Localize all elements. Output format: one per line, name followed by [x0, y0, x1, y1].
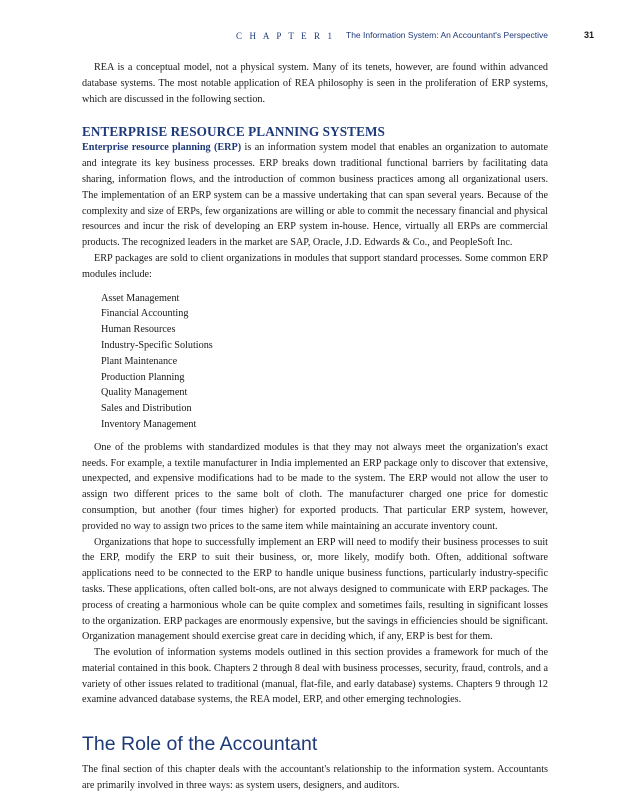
list-item: Financial Accounting	[101, 308, 189, 320]
list-item: Plant Maintenance	[101, 355, 178, 367]
erp-module-list	[101, 291, 548, 433]
list-item: Inventory Management	[101, 418, 197, 430]
list-item: Asset Management	[101, 292, 180, 304]
erp-paragraph-5: The evolution of information systems models outlined in this section provides a framework for much of the material contained in this book. Chapters 2 through 8 deal with business processes, security, fraud, controls, and a variety of other issues related to traditional (manual, flat-file, and early database) systems. Chapters 9 through 12 examine advanced database systems, the REA model, ERP, and other emerging technologies.	[82, 647, 548, 706]
list-item: Human Resources	[101, 324, 176, 336]
running-title: The Information System: An Accountant's Perspective	[346, 30, 548, 40]
list-item: Quality Management	[101, 387, 188, 399]
erp-paragraph-2: ERP packages are sold to client organizations in modules that support standard processes. Some common ERP modules include:	[82, 252, 548, 280]
erp-paragraph-4: Organizations that hope to successfully implement an ERP will need to modify their business processes to suit the ERP, modify the ERP to suit their business, or, more likely, modify both. Often, additional software applications need to be connected to the ERP to handle unique business functions, particularly industry-specific tasks. These applications, often called bolt-ons, are not always designed to communicate with ERP packages. The process of creating a harmonious whole can be quite complex and sometimes fails, resulting in significant losses to the organization. ERP packages are enormously expensive, but the savings in efficiencies should be significant. Organization management should exercise great care in deciding which, if any, ERP is best for them.	[82, 536, 548, 643]
page-number: 31	[584, 30, 595, 40]
erp-paragraph-3: One of the problems with standardized modules is that they may not always meet the organization's exact needs. For example, a textile manufacturer in India implemented an ERP package only to discover that extensive, unexpected, and expensive modifications had to be made to the system. The ERP would not allow the user to assign two different prices to the same bolt of cloth. The manufacturer charged one price for domestic consumption, but another (four times higher) for exported products. That particular ERP system, however, provided no way to assign two prices to the same item while maintaining an accurate inventory count.	[82, 441, 548, 532]
intro-paragraph: REA is a conceptual model, not a physical system. Many of its tenets, however, are found within advanced database systems. The most notable application of REA philosophy is seen in the proliferation of ERP systems, which are discussed in the following section.	[82, 62, 548, 105]
erp-section-heading: ENTERPRISE RESOURCE PLANNING SYSTEMS	[82, 124, 385, 140]
running-header	[0, 28, 639, 44]
list-item: Sales and Distribution	[101, 403, 192, 415]
list-item: Industry-Specific Solutions	[101, 339, 213, 351]
erp-key-term: Enterprise resource planning (ERP)	[82, 142, 242, 154]
chapter-label: C H A P T E R 1	[236, 31, 335, 41]
page-body	[82, 60, 548, 794]
role-section-heading: The Role of the Accountant	[82, 733, 318, 756]
erp-paragraph-1-text: is an information system model that enables an organization to automate and integrate its key business processes. ERP breaks down traditional functional barriers by facilitating data sharing, information flows, and the introduction of common business practices among all organizational users. The implementation of an ERP system can be a massive undertaking that can span several years. Because of the complexity and size of ERPs, few organizations are willing or able to commit the necessary financial and physical resources and incur the risk of developing an ERP system in-house. Hence, virtually all ERPs are commercial products. The recognized leaders in the market are SAP, Oracle, J.D. Edwards & Co., and PeopleSoft Inc.	[82, 142, 548, 249]
erp-paragraph-1	[82, 140, 548, 251]
list-item: Production Planning	[101, 371, 185, 383]
role-paragraph-1: The final section of this chapter deals with the accountant's relationship to the information system. Accountants are primarily involved in three ways: as system users, designers, and auditors.	[82, 764, 548, 792]
